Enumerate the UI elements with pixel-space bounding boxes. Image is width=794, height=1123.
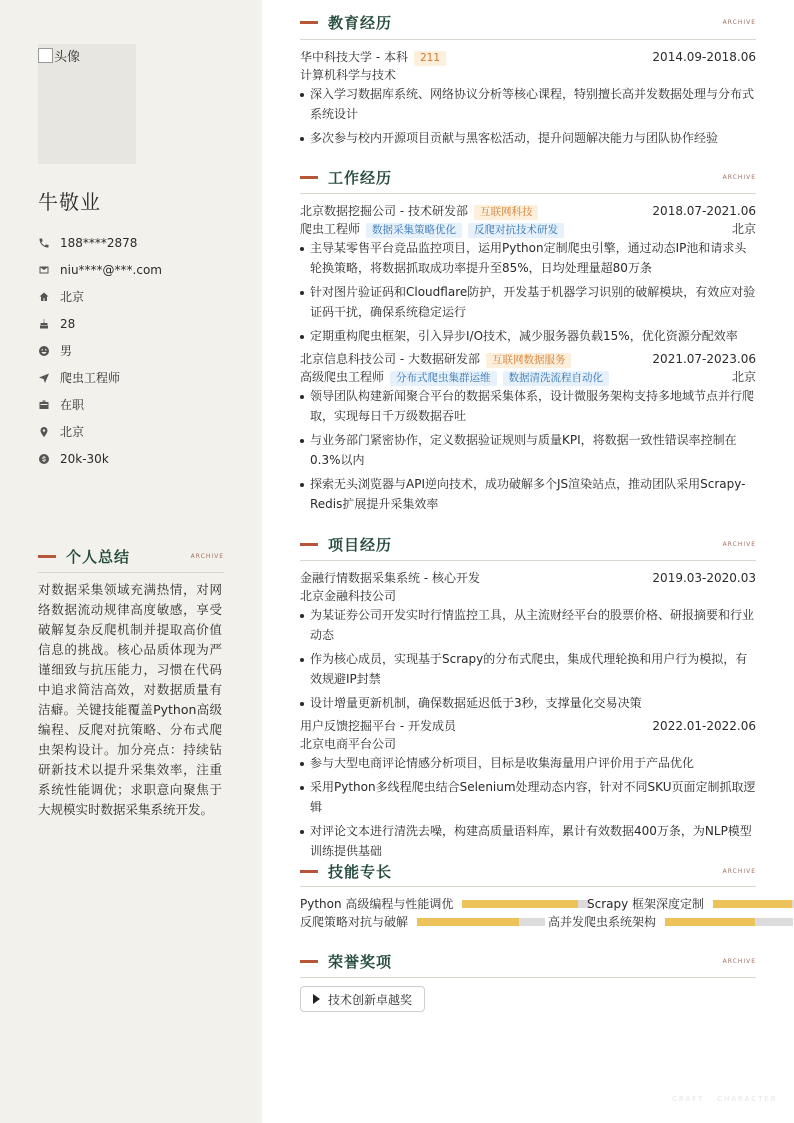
award-toggle-button[interactable] xyxy=(300,986,425,1012)
accent-bar xyxy=(300,870,318,873)
project-org: 北京电商平台公司 xyxy=(300,737,397,751)
summary-text: 对数据采集领域充满热情，对网络数据流动规律高度敏感，享受破解复杂反爬机制并提取高价值信息的挑战。核心品质体现为严谨细致与抗压能力，习惯在代码中追求简洁高效，对数据质量有洁癖。关键技能覆盖Python高级编程、反爬对抗策略、分布式爬虫架构设计。加分亮点：持续钻研新技术以提升采集效率，注重系统性能调优；求职意向聚焦于大规模实时数据采集系统开发。 xyxy=(38,582,222,817)
project-name: 用户反馈挖掘平台 - 开发成员 xyxy=(300,719,456,733)
job-bullets xyxy=(300,386,756,518)
list-item: 与业务部门紧密协作，定义数据验证规则与质量KPI，将数据一致性错误率控制在0.3%以内 xyxy=(300,430,756,470)
skill-label: 反爬策略对抗与破解 xyxy=(300,915,409,929)
skill-tag: 反爬对抗技术研发 xyxy=(468,223,564,238)
company-name: 北京数据挖掘公司 - 技术研发部 xyxy=(300,204,468,218)
archive-label: ARCHIVE xyxy=(722,868,756,875)
list-item: 采用Python多线程爬虫结合Selenium处理动态内容，针对不同SKU页面定制抓取逻辑 xyxy=(300,777,756,817)
info-status-text: 在职 xyxy=(60,398,85,412)
education-bullets xyxy=(300,84,756,152)
divider xyxy=(300,560,756,561)
project-org-row xyxy=(300,735,756,753)
broken-image-icon xyxy=(38,48,53,63)
divider xyxy=(300,886,756,887)
project-bullets xyxy=(300,605,756,717)
info-email-text: niu****@***.com xyxy=(60,262,162,277)
skill-bar xyxy=(713,900,794,908)
education-major-row xyxy=(300,66,756,84)
project-date: 2019.03-2020.03 xyxy=(652,571,756,585)
skill-bar-fill xyxy=(665,918,755,926)
industry-tag: 互联网科技 xyxy=(474,205,539,220)
list-item: 探索无头浏览器与API逆向技术，成功破解多个JS渲染站点，推动团队采用Scrapy-Redis扩展提升采集效率 xyxy=(300,474,756,514)
list-item: 深入学习数据库系统、网络协议分析等核心课程，特别擅长高并发数据处理与分布式系统设计 xyxy=(300,84,756,124)
info-gender-text: 男 xyxy=(60,344,73,358)
list-item: 参与大型电商评论情感分析项目，目标是收集海量用户评价用于产品优化 xyxy=(300,753,756,773)
info-status xyxy=(38,391,162,418)
location-pin-icon xyxy=(38,426,50,438)
summary-heading xyxy=(38,546,224,567)
work-title: 工作经历 xyxy=(328,169,393,187)
list-item: 对评论文本进行清洗去噪，构建高质量语料库，累计有效数据400万条，为NLP模型训练提供基础 xyxy=(300,821,756,861)
job-city: 北京 xyxy=(731,370,756,384)
skill-item xyxy=(300,895,590,913)
avatar-alt-text: 头像 xyxy=(54,50,81,65)
info-phone xyxy=(38,229,162,256)
info-position xyxy=(38,364,162,391)
job-date: 2018.07-2021.06 xyxy=(652,204,756,218)
project-name-row xyxy=(300,569,756,587)
info-phone-text: 188****2878 xyxy=(60,235,138,250)
info-city xyxy=(38,418,162,445)
list-item: 多次参与校内开源项目贡献与黑客松活动，提升问题解决能力与团队协作经验 xyxy=(300,128,756,148)
skill-label: Scrapy 框架深度定制 xyxy=(587,897,705,911)
education-heading xyxy=(300,12,756,33)
avatar xyxy=(38,44,136,164)
archive-label: ARCHIVE xyxy=(190,553,224,560)
skill-bar xyxy=(665,918,793,926)
skill-item xyxy=(587,895,794,913)
major: 计算机科学与技术 xyxy=(300,68,397,82)
projects-heading xyxy=(300,534,756,555)
info-age xyxy=(38,310,162,337)
skill-tag: 分布式爬虫集群运维 xyxy=(390,371,497,386)
cake-icon xyxy=(38,318,50,330)
job-date: 2021.07-2023.06 xyxy=(652,352,756,366)
skill-tag: 数据清洗流程自动化 xyxy=(503,371,610,386)
skill-bar xyxy=(462,900,590,908)
education-title: 教育经历 xyxy=(328,14,393,32)
award-label: 技术创新卓越奖 xyxy=(328,992,413,1007)
skill-bar xyxy=(417,918,545,926)
list-item: 领导团队构建新闻聚合平台的数据采集体系，设计微服务架构支持多地域节点并行爬取，实现每日千万级数据吞吐 xyxy=(300,386,756,426)
job-role: 高级爬虫工程师 xyxy=(300,370,385,384)
project-org: 北京金融科技公司 xyxy=(300,589,397,603)
info-gender xyxy=(38,337,162,364)
projects-title: 项目经历 xyxy=(328,536,393,554)
archive-label: ARCHIVE xyxy=(722,958,756,965)
summary-title: 个人总结 xyxy=(66,548,131,566)
project-name: 金融行情数据采集系统 - 核心开发 xyxy=(300,571,480,585)
footer-watermark: CRAFT · CHARACTER xyxy=(672,1095,778,1103)
divider xyxy=(300,193,756,194)
home-icon xyxy=(38,291,50,303)
skill-bar-fill xyxy=(417,918,519,926)
divider xyxy=(300,977,756,978)
school-tag: 211 xyxy=(414,51,446,66)
job-role-row xyxy=(300,368,756,386)
info-email xyxy=(38,256,162,283)
accent-bar xyxy=(300,176,318,179)
list-item: 定期重构爬虫框架，引入异步I/O技术，减少服务器负载15%，优化资源分配效率 xyxy=(300,326,756,346)
job-city: 北京 xyxy=(731,222,756,236)
project-org-row xyxy=(300,587,756,605)
divider xyxy=(300,39,756,40)
project-name-row xyxy=(300,717,756,735)
company-name: 北京信息科技公司 - 大数据研发部 xyxy=(300,352,480,366)
info-salary-text: 20k-30k xyxy=(60,451,109,466)
list-item: 主导某零售平台竞品监控项目，运用Python定制爬虫引擎，通过动态IP池和请求头轮换策略，将数据抓取成功率提升至85%，日均处理量超80万条 xyxy=(300,238,756,278)
job-company-row xyxy=(300,350,756,368)
list-item: 设计增量更新机制，确保数据延迟低于3秒，支撑量化交易决策 xyxy=(300,693,756,713)
industry-tag: 互联网数据服务 xyxy=(486,353,572,368)
send-icon xyxy=(38,372,50,384)
skill-bar-fill xyxy=(462,900,577,908)
contact-info-list xyxy=(38,229,162,472)
face-icon xyxy=(38,345,50,357)
list-item: 针对图片验证码和Cloudflare防护，开发基于机器学习识别的破解模块，有效应对验证码干扰，确保系统稳定运行 xyxy=(300,282,756,322)
work-heading xyxy=(300,167,756,188)
project-date: 2022.01-2022.06 xyxy=(652,719,756,733)
skill-item xyxy=(300,913,545,931)
job-bullets xyxy=(300,238,756,350)
accent-bar xyxy=(300,543,318,546)
list-item: 作为核心成员，实现基于Scrapy的分布式爬虫，集成代理轮换和用户行为模拟，有效规避IP封禁 xyxy=(300,649,756,689)
phone-icon xyxy=(38,237,50,249)
play-triangle-icon xyxy=(313,994,320,1004)
honors-heading xyxy=(300,951,756,972)
skill-item xyxy=(548,913,793,931)
info-home-text: 北京 xyxy=(60,290,85,304)
archive-label: ARCHIVE xyxy=(722,541,756,548)
accent-bar xyxy=(38,555,56,558)
info-salary xyxy=(38,445,162,472)
sidebar xyxy=(0,0,262,1123)
skill-label: Python 高级编程与性能调优 xyxy=(300,897,454,911)
accent-bar xyxy=(300,960,318,963)
job-role-row xyxy=(300,220,756,238)
info-city-text: 北京 xyxy=(60,425,85,439)
candidate-name: 牛敬业 xyxy=(38,190,101,214)
honors-title: 荣誉奖项 xyxy=(328,953,393,971)
info-position-text: 爬虫工程师 xyxy=(60,371,121,385)
archive-label: ARCHIVE xyxy=(722,19,756,26)
info-home xyxy=(38,283,162,310)
skills-heading xyxy=(300,861,756,882)
education-school-row xyxy=(300,48,756,66)
money-icon xyxy=(38,453,50,465)
divider xyxy=(38,572,224,573)
education-date: 2014.09-2018.06 xyxy=(652,50,756,64)
mail-icon xyxy=(38,264,50,276)
archive-label: ARCHIVE xyxy=(722,174,756,181)
skill-bar-fill xyxy=(713,900,792,908)
accent-bar xyxy=(300,21,318,24)
skill-label: 高并发爬虫系统架构 xyxy=(548,915,657,929)
job-company-row xyxy=(300,202,756,220)
briefcase-icon xyxy=(38,399,50,411)
list-item: 为某证券公司开发实时行情监控工具，从主流财经平台的股票价格、研报摘要和行业动态 xyxy=(300,605,756,645)
project-bullets xyxy=(300,753,756,865)
skill-tag: 数据采集策略优化 xyxy=(366,223,462,238)
info-age-text: 28 xyxy=(60,316,76,331)
job-role: 爬虫工程师 xyxy=(300,222,361,236)
school-name: 华中科技大学 - 本科 xyxy=(300,50,408,64)
skills-title: 技能专长 xyxy=(328,863,393,881)
